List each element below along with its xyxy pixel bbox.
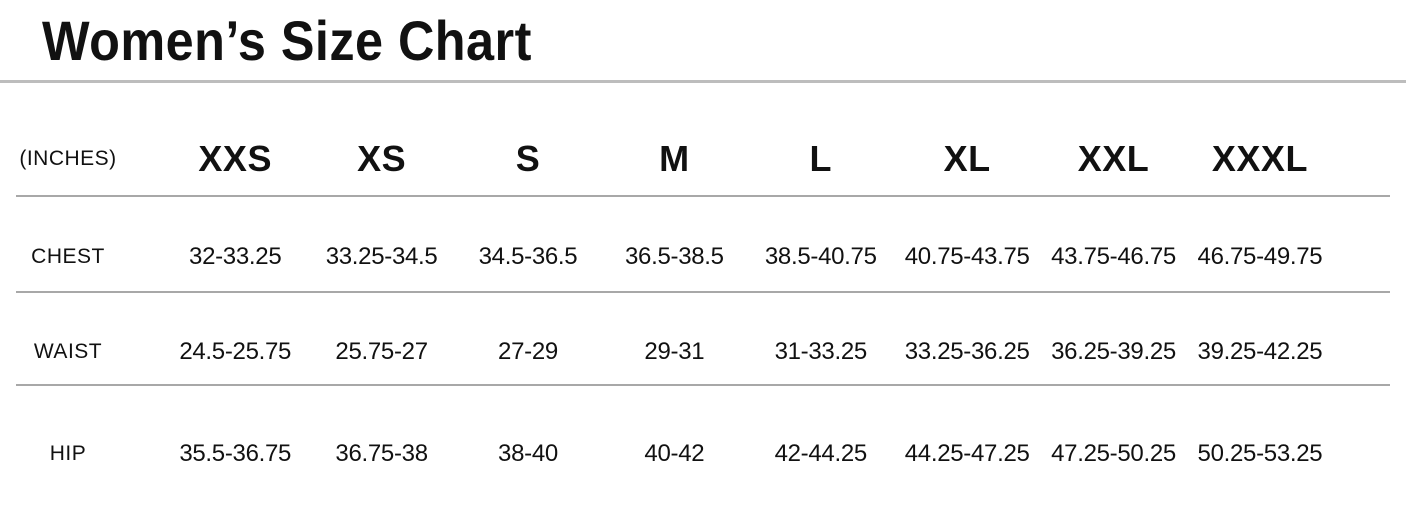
size-chart-table xyxy=(16,83,1390,516)
size-column-header-l: L xyxy=(809,138,832,179)
measurement-row-waist xyxy=(16,293,1390,386)
unit-label: (INCHES) xyxy=(19,147,117,170)
row-label-hip: HIP xyxy=(49,442,87,465)
measurement-row-hip xyxy=(16,386,1390,516)
page-title: Women’s Size Chart xyxy=(42,8,532,72)
size-cell-waist-xxs: 24.5-25.75 xyxy=(179,338,292,365)
size-cell-hip-xxl: 47.25-50.25 xyxy=(1051,440,1176,467)
size-cell-hip-s: 38-40 xyxy=(498,440,558,467)
size-cell-hip-xs: 36.75-38 xyxy=(335,440,428,467)
size-column-header-xxl: XXL xyxy=(1077,138,1150,179)
size-column-header-xxs: XXS xyxy=(198,138,272,179)
size-cell-chest-xxxl: 46.75-49.75 xyxy=(1197,243,1323,270)
size-column-header-m: M xyxy=(659,138,690,179)
size-cell-chest-xxs: 32-33.25 xyxy=(189,243,282,270)
size-cell-waist-m: 29-31 xyxy=(644,338,705,365)
size-cell-chest-m: 36.5-38.5 xyxy=(625,243,724,270)
size-cell-waist-s: 27-29 xyxy=(498,338,558,365)
title-bar xyxy=(0,0,1406,80)
size-cell-hip-xl: 44.25-47.25 xyxy=(904,440,1030,467)
size-chart-header-row xyxy=(16,83,1390,197)
size-cell-chest-xl: 40.75-43.75 xyxy=(904,243,1030,270)
size-cell-waist-xxxl: 39.25-42.25 xyxy=(1197,338,1323,365)
size-column-header-xs: XS xyxy=(357,138,407,179)
measurement-row-chest xyxy=(16,197,1390,293)
size-column-header-xxxl: XXXL xyxy=(1211,138,1308,179)
size-cell-waist-xs: 25.75-27 xyxy=(335,338,428,365)
size-cell-hip-xxxl: 50.25-53.25 xyxy=(1197,440,1323,467)
row-label-waist: WAIST xyxy=(33,340,103,363)
size-cell-chest-l: 38.5-40.75 xyxy=(764,243,877,270)
size-cell-waist-xxl: 36.25-39.25 xyxy=(1051,338,1176,365)
size-cell-hip-xxs: 35.5-36.75 xyxy=(179,440,292,467)
size-column-header-s: S xyxy=(515,138,541,179)
size-cell-waist-l: 31-33.25 xyxy=(774,338,867,365)
size-cell-hip-m: 40-42 xyxy=(644,440,705,467)
size-cell-chest-xs: 33.25-34.5 xyxy=(325,243,438,270)
size-cell-waist-xl: 33.25-36.25 xyxy=(904,338,1030,365)
size-cell-chest-s: 34.5-36.5 xyxy=(478,243,578,270)
size-cell-hip-l: 42-44.25 xyxy=(774,440,867,467)
row-label-chest: CHEST xyxy=(31,245,105,268)
size-column-header-xl: XL xyxy=(943,138,991,179)
size-cell-chest-xxl: 43.75-46.75 xyxy=(1051,243,1176,270)
